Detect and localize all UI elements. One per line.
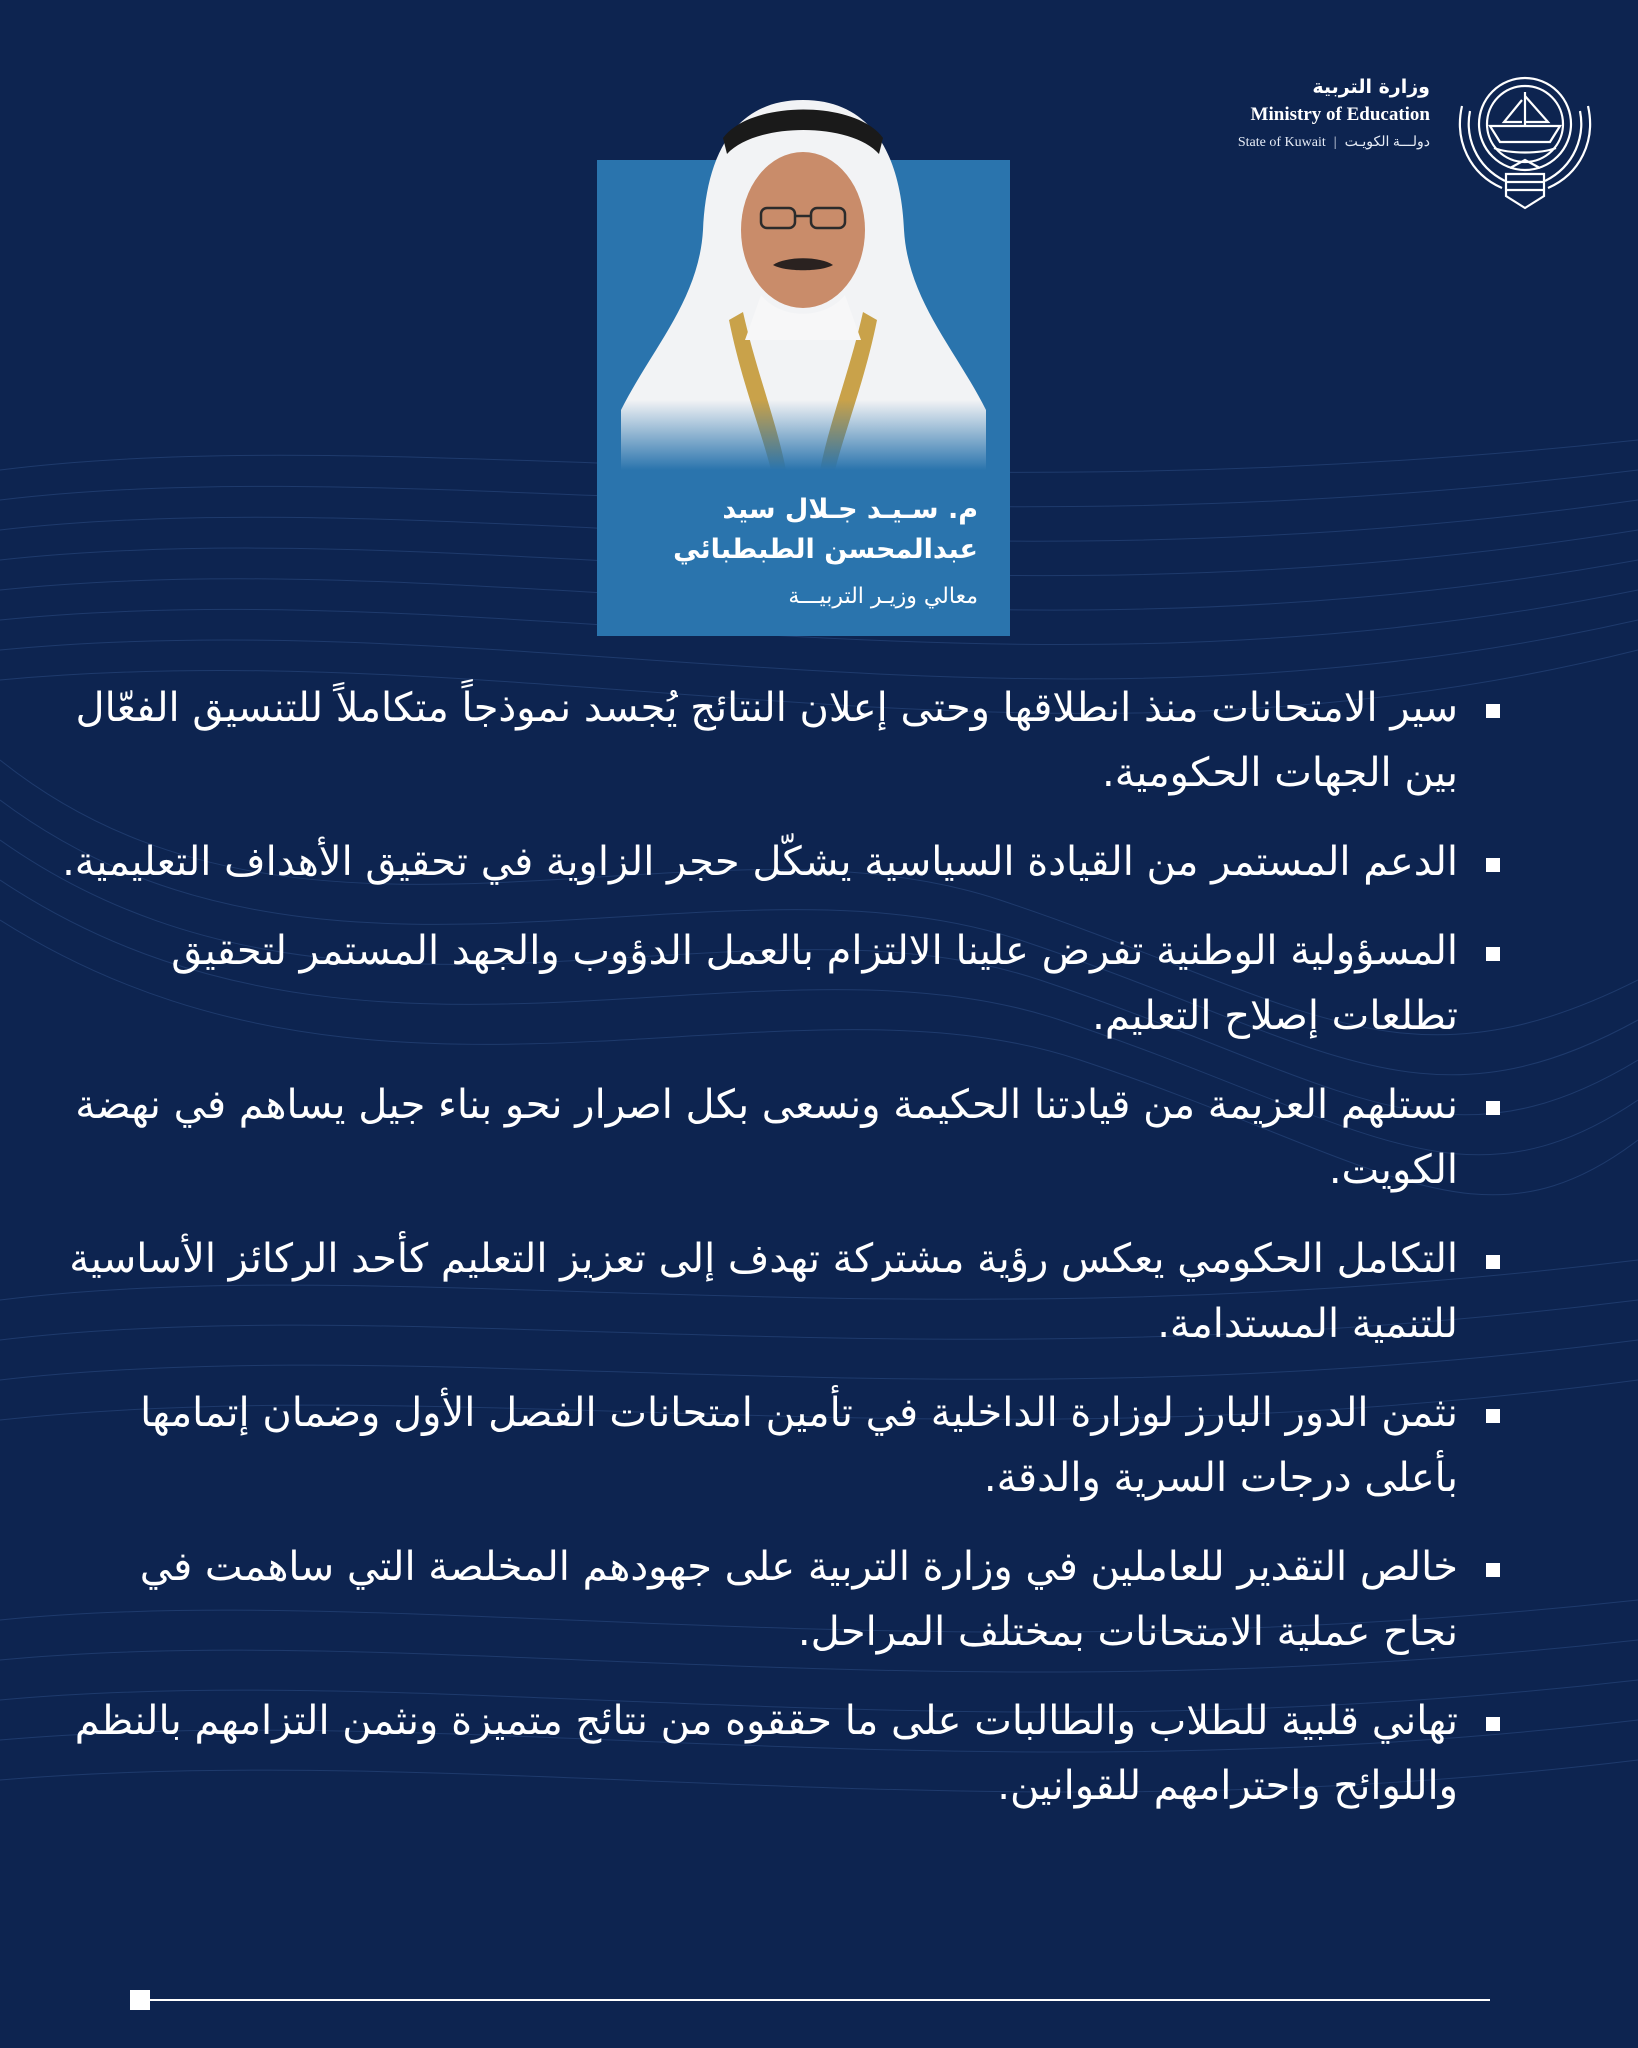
minister-card <box>597 160 1010 636</box>
list-item <box>60 1073 1500 1203</box>
state-separator: | <box>1333 135 1337 150</box>
ministry-name-arabic: وزارة التربية <box>1312 76 1430 98</box>
minister-name-line2: عبدالمحسن الطبطبائي <box>673 534 978 565</box>
kuwait-emblem-icon <box>1450 56 1600 216</box>
minister-name-block <box>618 490 978 609</box>
point-text: نثمن الدور البارز لوزارة الداخلية في تأمين امتحانات الفصل الأول وضمان إتمامها بأعلى درجات السرية والدقة. <box>140 1390 1458 1501</box>
list-item <box>60 1227 1500 1357</box>
point-text: نستلهم العزيمة من قيادتنا الحكيمة ونسعى بكل اصرار نحو بناء جيل يساهم في نهضة الكويت. <box>75 1082 1458 1193</box>
bullet-square-icon <box>1486 947 1500 961</box>
state-name-arabic: دولـــة الكويـت <box>1344 135 1430 150</box>
minister-name-line1: م. سـيـد جـلال سيد <box>722 494 978 525</box>
list-item <box>60 919 1500 1049</box>
state-name-english: State of Kuwait <box>1237 135 1326 150</box>
ministry-name-english: Ministry of Education <box>1250 104 1430 125</box>
bullet-square-icon <box>1486 1717 1500 1731</box>
state-row <box>1070 134 1430 151</box>
header <box>1040 56 1600 216</box>
bullet-square-icon <box>1486 1409 1500 1423</box>
footer-square-icon <box>130 1990 150 2010</box>
bullet-square-icon <box>1486 1101 1500 1115</box>
point-text: الدعم المستمر من القيادة السياسية يشكّل حجر الزاوية في تحقيق الأهداف التعليمية. <box>62 839 1458 885</box>
minister-title: معالي وزيـر التربيـــة <box>788 584 978 609</box>
statement-points-list <box>60 676 1500 1843</box>
point-text: تهاني قلبية للطلاب والطالبات على ما حققوه من نتائج متميزة ونثمن التزامهم بالنظم واللوائح واحترامهم للقوانين. <box>74 1698 1458 1809</box>
portrait-photo-icon <box>611 80 996 470</box>
point-text: المسؤولية الوطنية تفرض علينا الالتزام بالعمل الدؤوب والجهد المستمر لتحقيق تطلعات إصلاح التعليم. <box>171 928 1458 1039</box>
list-item <box>60 1689 1500 1819</box>
bullet-square-icon <box>1486 1255 1500 1269</box>
point-text: التكامل الحكومي يعكس رؤية مشتركة تهدف إلى تعزيز التعليم كأحد الركائز الأساسية للتنمية المستدامة. <box>69 1236 1458 1347</box>
point-text: خالص التقدير للعاملين في وزارة التربية على جهودهم المخلصة التي ساهمت في نجاح عملية الامتحانات بمختلف المراحل. <box>139 1544 1458 1655</box>
list-item <box>60 1535 1500 1665</box>
bullet-square-icon <box>1486 1563 1500 1577</box>
bullet-square-icon <box>1486 858 1500 872</box>
footer-divider <box>130 1999 1490 2001</box>
bullet-square-icon <box>1486 704 1500 718</box>
list-item <box>60 1381 1500 1511</box>
list-item <box>60 830 1500 895</box>
point-text: سير الامتحانات منذ انطلاقها وحتى إعلان النتائج يُجسد نموذجاً متكاملاً للتنسيق الفعّال بين الجهات الحكومية. <box>75 685 1458 796</box>
ministry-text <box>1070 76 1430 151</box>
list-item <box>60 676 1500 806</box>
